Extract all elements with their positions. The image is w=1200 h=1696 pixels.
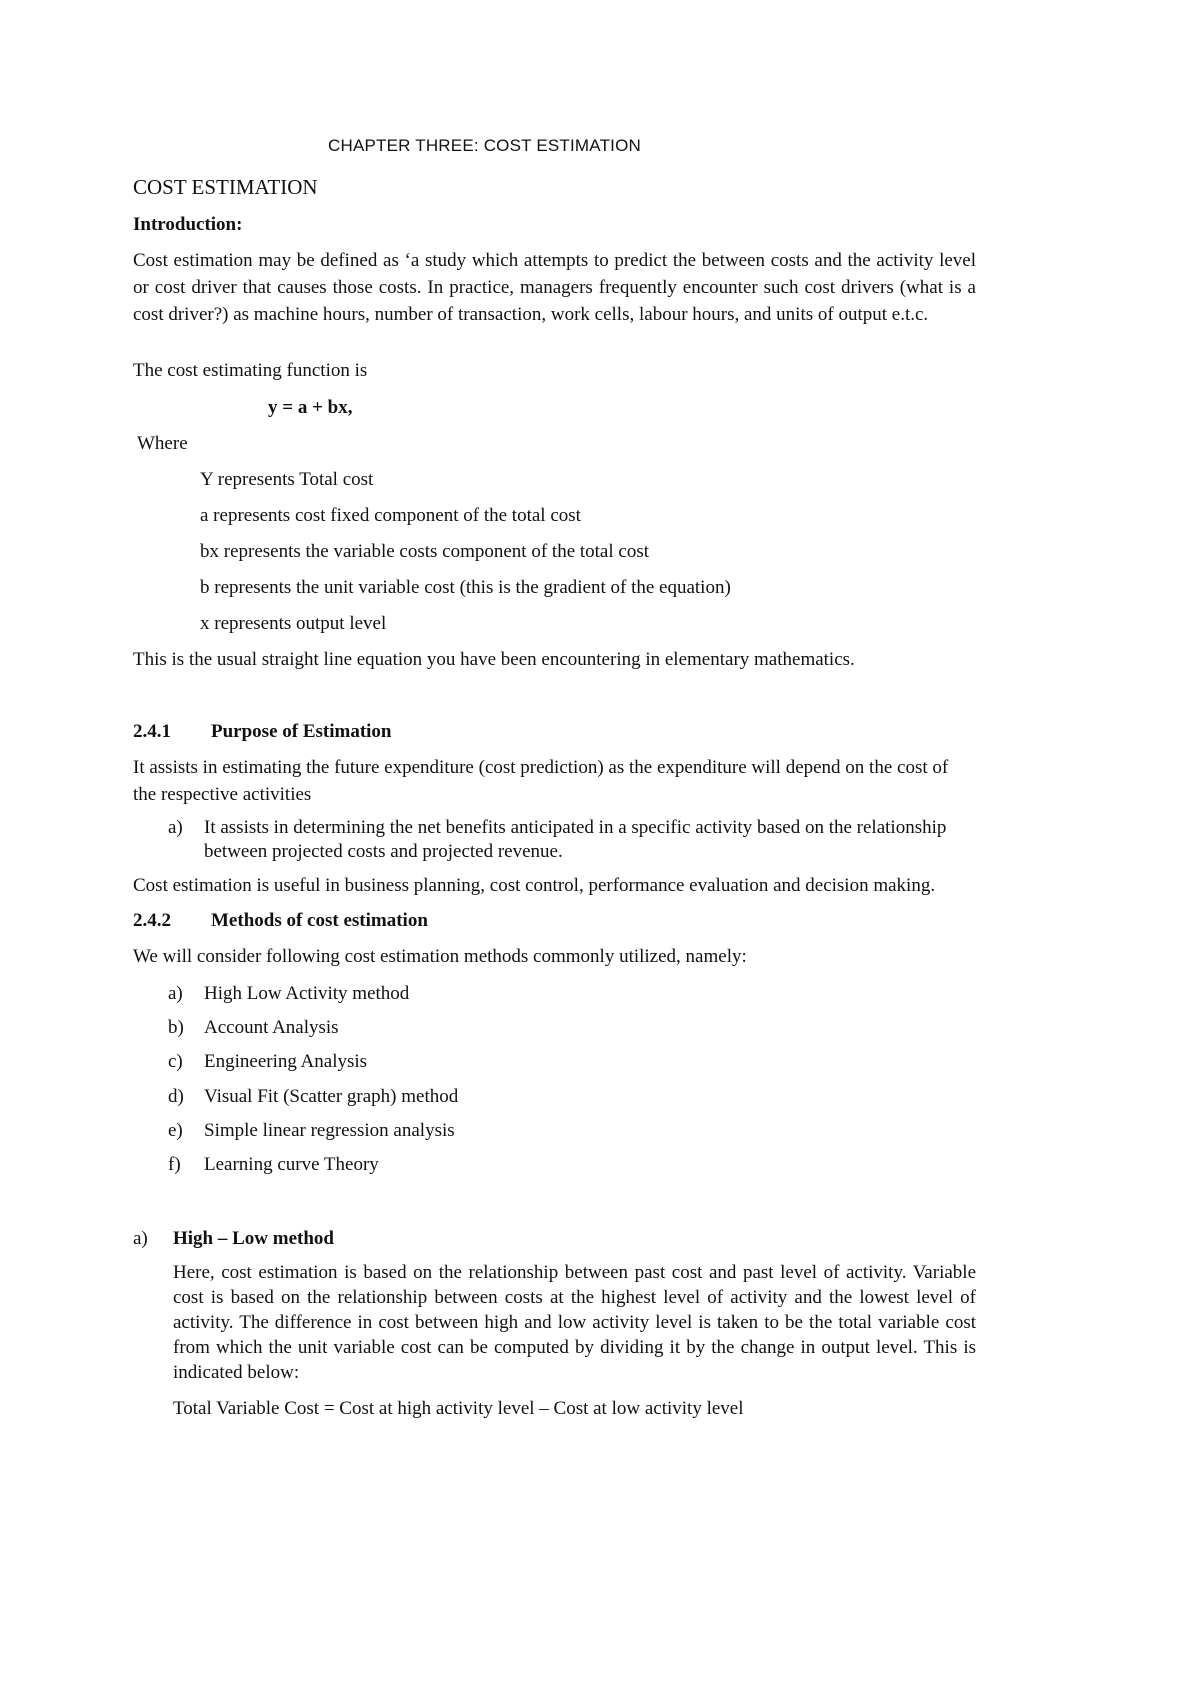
method-item	[168, 1017, 339, 1039]
method-marker: f)	[168, 1154, 181, 1175]
straight-line-note: This is the usual straight line equation you have been encountering in elementary mathematics.	[133, 649, 855, 670]
high-low-heading	[133, 1225, 334, 1252]
section-241-title: Purpose of Estimation	[211, 721, 392, 742]
section-241-item	[168, 816, 984, 864]
main-heading: COST ESTIMATION	[133, 175, 318, 199]
definition-x: x represents output level	[200, 613, 387, 634]
cost-equation: y = a + bx,	[268, 397, 353, 418]
method-item	[168, 1154, 379, 1176]
intro-heading: Introduction:	[133, 214, 243, 235]
method-text: Simple linear regression analysis	[204, 1120, 455, 1141]
section-241-paragraph: It assists in estimating the future expenditure (cost prediction) as the expenditure will depend on the cost of the respective activities	[133, 757, 949, 805]
section-241-item-text: It assists in determining the net benefits anticipated in a specific activity based on the relationship between projected costs and projected revenue.	[204, 817, 947, 862]
definition-b: b represents the unit variable cost (this is the gradient of the equation)	[200, 577, 731, 598]
high-low-marker: a)	[133, 1228, 148, 1249]
function-intro: The cost estimating function is	[133, 360, 368, 381]
definition-bx: bx represents the variable costs component of the total cost	[200, 541, 650, 562]
method-item	[168, 1086, 458, 1108]
method-text: Account Analysis	[204, 1017, 339, 1038]
method-text: Learning curve Theory	[204, 1154, 379, 1175]
method-text: Visual Fit (Scatter graph) method	[204, 1086, 459, 1107]
section-241-item-marker: a)	[168, 817, 183, 838]
method-item	[168, 983, 409, 1005]
where-label: Where	[137, 433, 188, 454]
method-marker: c)	[168, 1051, 183, 1072]
definition-y: Y represents Total cost	[200, 469, 374, 490]
section-242-intro: We will consider following cost estimation methods commonly utilized, namely:	[133, 946, 747, 967]
method-marker: a)	[168, 983, 183, 1004]
high-low-paragraph: Here, cost estimation is based on the relationship between past cost and past level of activity. Variable cost is based on the relationship between costs at the highest level of activity and the lowest level of activity. The difference in cost between high and low activity level is taken to be the total variable cost from which the unit variable cost can be computed by dividing it by the change in output level. This is indicated below:	[173, 1262, 976, 1383]
section-242-number: 2.4.2	[133, 910, 171, 931]
chapter-title: CHAPTER THREE: COST ESTIMATION	[328, 136, 641, 155]
method-text: Engineering Analysis	[204, 1051, 368, 1072]
method-marker: e)	[168, 1120, 183, 1141]
high-low-title: High – Low method	[173, 1228, 334, 1249]
method-marker: b)	[168, 1017, 184, 1038]
intro-paragraph: Cost estimation may be defined as ‘a study which attempts to predict the between costs and the activity level or cost driver that causes those costs. In practice, managers frequently encounter such cost drivers (what is a cost driver?) as machine hours, number of transaction, work cells, labour hours, and units of output e.t.c.	[133, 250, 976, 325]
section-242-heading	[133, 907, 428, 934]
section-241-number: 2.4.1	[133, 721, 171, 742]
section-242-title: Methods of cost estimation	[211, 910, 428, 931]
total-variable-cost-formula: Total Variable Cost = Cost at high activity level – Cost at low activity level	[173, 1398, 744, 1419]
method-marker: d)	[168, 1086, 184, 1107]
method-text: High Low Activity method	[204, 983, 410, 1004]
definition-a: a represents cost fixed component of the total cost	[200, 505, 581, 526]
method-item	[168, 1051, 367, 1073]
usefulness-statement: Cost estimation is useful in business planning, cost control, performance evaluation and decision making.	[133, 875, 936, 896]
method-item	[168, 1120, 455, 1142]
section-241-heading	[133, 718, 392, 745]
